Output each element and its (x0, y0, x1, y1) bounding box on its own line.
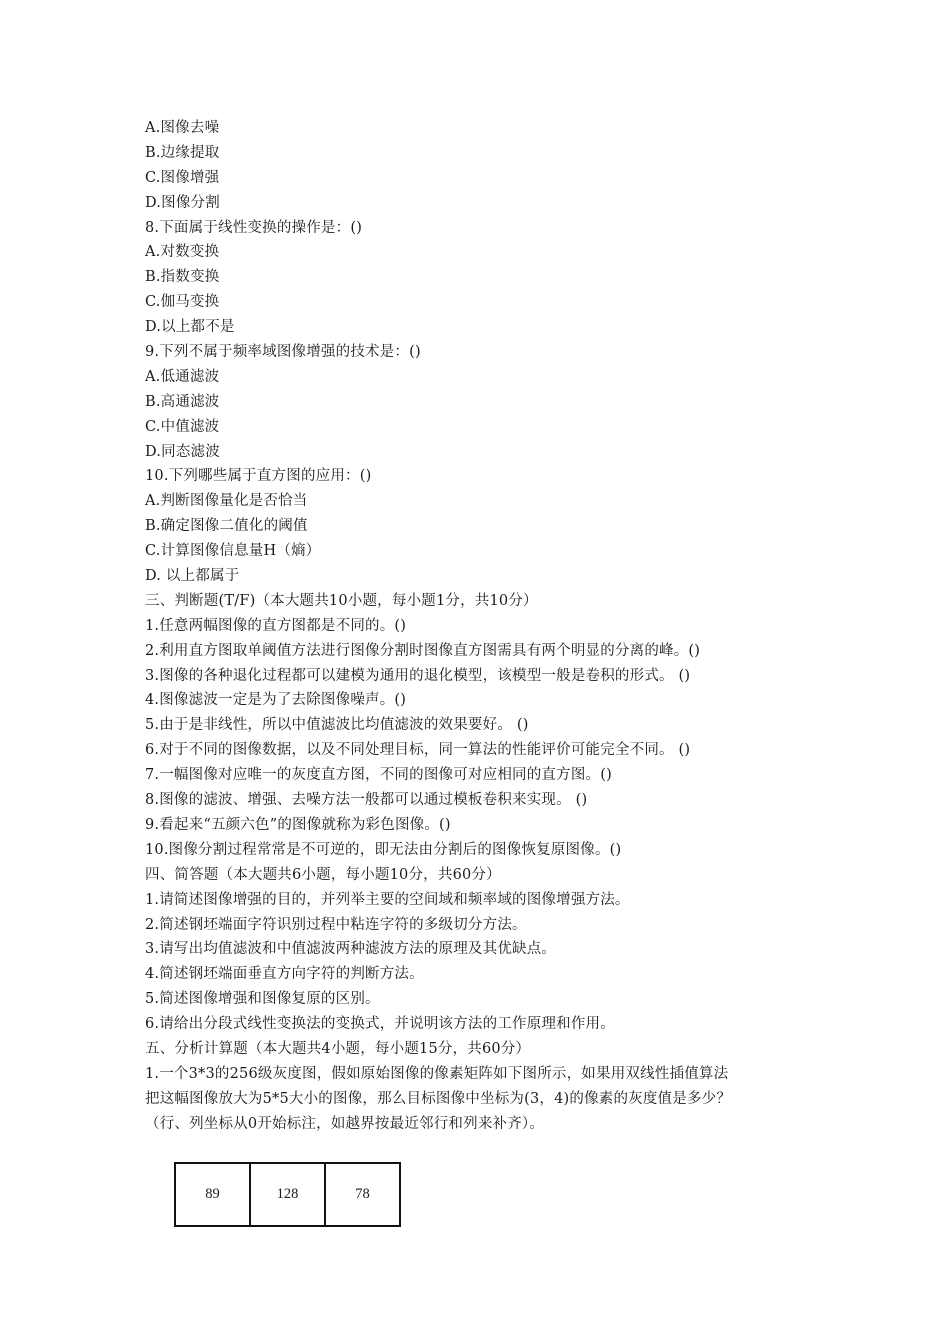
option-9c: C.中值滤波 (145, 418, 220, 435)
short-question-2: 2.简述钢坯端面字符识别过程中粘连字符的多级切分方法。 (145, 916, 527, 933)
pixel-cell: 89 (175, 1163, 250, 1226)
pixel-matrix (174, 1162, 401, 1227)
section-4-heading: 四、简答题（本大题共6小题，每小题10分，共60分） (145, 866, 501, 883)
tf-question-5: 5.由于是非线性，所以中值滤波比均值滤波的效果要好。 () (145, 717, 529, 734)
option-8a: A.对数变换 (145, 244, 220, 261)
tf-question-8: 8.图像的滤波、增强、去噪方法一般都可以通过模板卷积来实现。 () (145, 792, 588, 809)
short-question-3: 3.请写出均值滤波和中值滤波两种滤波方法的原理及其优缺点。 (145, 941, 557, 958)
tf-question-6: 6.对于不同的图像数据，以及不同处理目标，同一算法的性能评价可能完全不同。 () (145, 742, 691, 759)
tf-question-9: 9.看起来“五颜六色”的图像就称为彩色图像。() (145, 816, 451, 833)
pixel-cell: 78 (325, 1163, 400, 1226)
short-question-5: 5.简述图像增强和图像复原的区别。 (145, 991, 380, 1008)
pixel-matrix-table (174, 1162, 401, 1227)
option-7c: C.图像增强 (145, 169, 220, 186)
calc-question-1-line-3: （行、列坐标从0开始标注，如越界按最近邻行和列来补齐）。 (145, 1115, 545, 1132)
option-8d: D.以上都不是 (145, 319, 235, 336)
option-10a: A.判断图像量化是否恰当 (145, 493, 308, 510)
option-7b: B.边缘提取 (145, 144, 220, 161)
tf-question-4: 4.图像滤波一定是为了去除图像噪声。() (145, 692, 407, 709)
section-3-heading: 三、判断题(T/F)（本大题共10小题，每小题1分，共10分） (145, 592, 538, 609)
option-10b: B.确定图像二值化的阈值 (145, 518, 308, 535)
calc-question-1-line-1: 1.一个3*3的256级灰度图，假如原始图像的像素矩阵如下图所示，如果用双线性插值算法 (145, 1065, 729, 1082)
short-question-1: 1.请简述图像增强的目的，并列举主要的空间域和频率域的图像增强方法。 (145, 891, 630, 908)
question-8: 8.下面属于线性变换的操作是：() (145, 219, 363, 236)
question-10: 10.下列哪些属于直方图的应用：() (145, 468, 372, 485)
option-10d: D. 以上都属于 (145, 568, 240, 585)
option-9b: B.高通滤波 (145, 393, 220, 410)
option-8c: C.伽马变换 (145, 294, 220, 311)
section-5-heading: 五、分析计算题（本大题共4小题，每小题15分，共60分） (145, 1040, 531, 1057)
option-9a: A.低通滤波 (145, 368, 220, 385)
option-7d: D.图像分割 (145, 194, 220, 211)
table-row (175, 1163, 400, 1226)
tf-question-2: 2.利用直方图取单阈值方法进行图像分割时图像直方图需具有两个明显的分离的峰。() (145, 642, 701, 659)
tf-question-3: 3.图像的各种退化过程都可以建模为通用的退化模型，该模型一般是卷积的形式。 () (145, 667, 691, 684)
pixel-cell: 128 (250, 1163, 325, 1226)
document-page (145, 116, 825, 1137)
short-question-6: 6.请给出分段式线性变换法的变换式，并说明该方法的工作原理和作用。 (145, 1016, 615, 1033)
option-10c: C.计算图像信息量H（熵） (145, 543, 321, 560)
question-9: 9.下列不属于频率域图像增强的技术是：() (145, 344, 421, 361)
tf-question-7: 7.一幅图像对应唯一的灰度直方图，不同的图像可对应相同的直方图。() (145, 767, 612, 784)
option-9d: D.同态滤波 (145, 443, 220, 460)
tf-question-1: 1.任意两幅图像的直方图都是不同的。() (145, 617, 407, 634)
option-7a: A.图像去噪 (145, 120, 220, 136)
calc-question-1-line-2: 把这幅图像放大为5*5大小的图像，那么目标图像中坐标为(3，4)的像素的灰度值是多少？ (145, 1090, 732, 1107)
option-8b: B.指数变换 (145, 269, 220, 286)
short-question-4: 4.简述钢坯端面垂直方向字符的判断方法。 (145, 966, 424, 983)
tf-question-10: 10.图像分割过程常常是不可逆的，即无法由分割后的图像恢复原图像。() (145, 841, 622, 858)
